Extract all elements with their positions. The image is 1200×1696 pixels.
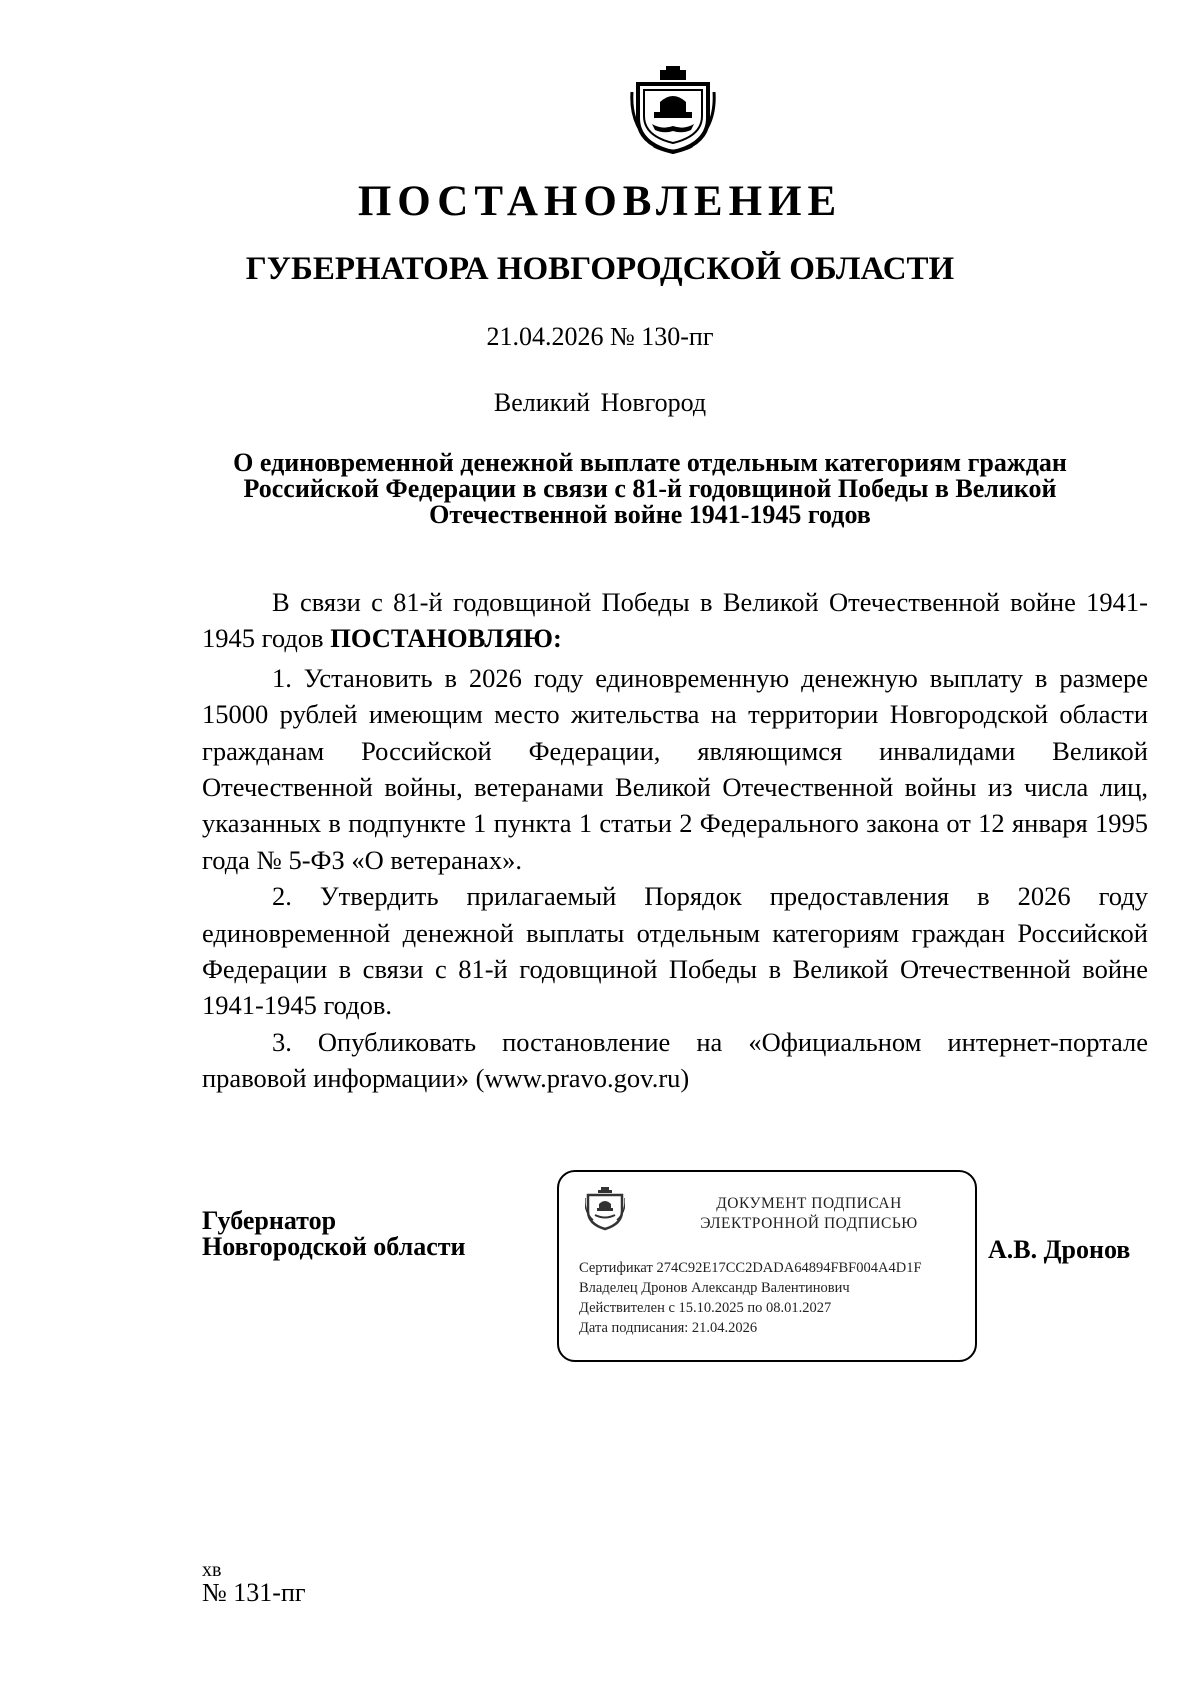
document-body bbox=[202, 584, 1148, 1097]
list-item: 3. Опубликовать постановление на «Официальном интернет-портале правовой информации» (www.pravo.gov.ru) bbox=[202, 1026, 1148, 1094]
stamp-certificate: Сертификат 274C92E17CC2DADA64894FBF004A4D1F bbox=[579, 1260, 922, 1276]
executor-initials: хв bbox=[202, 1559, 222, 1581]
coat-of-arms-icon bbox=[630, 62, 716, 156]
footer bbox=[202, 1560, 306, 1606]
stamp-header-line1: ДОКУМЕНТ ПОДПИСАН bbox=[716, 1195, 902, 1212]
issuer-subtitle: ГУБЕРНАТОРА НОВГОРОДСКОЙ ОБЛАСТИ bbox=[245, 251, 955, 287]
preamble-paragraph bbox=[202, 584, 1148, 657]
list-item: 2. Утвердить прилагаемый Порядок предоставления в 2026 году единовременной денежной выплаты отдельным категориям граждан Российской Федерации в связи с 81-й годовщиной Победы в Великой Отечественной войне 1941-1945 годов. bbox=[202, 881, 1148, 1021]
decree-word: ПОСТАНОВЛЯЮ: bbox=[330, 623, 562, 654]
stamp-signed-date: Дата подписания: 21.04.2026 bbox=[579, 1320, 758, 1336]
signer-name: А.В. Дронов bbox=[988, 1235, 1131, 1264]
stamp-owner: Владелец Дронов Александр Валентинович bbox=[579, 1280, 850, 1296]
preamble-text: В связи с 81-й годовщиной Победы в Великой Отечественной войне 1941-1945 годов bbox=[202, 587, 1148, 654]
stamp-validity: Действителен с 15.10.2025 по 08.01.2027 bbox=[579, 1300, 832, 1316]
registry-number: № 131-пг bbox=[202, 1578, 306, 1607]
stamp-header-line2: ЭЛЕКТРОННОЙ ПОДПИСЬЮ bbox=[700, 1215, 918, 1232]
city: Великий Новгород bbox=[493, 388, 707, 417]
electronic-signature-stamp bbox=[557, 1170, 977, 1362]
stamp-header bbox=[659, 1194, 959, 1234]
signatory-position-line1: Губернатор bbox=[202, 1206, 337, 1235]
signatory-position bbox=[202, 1208, 466, 1260]
stamp-details bbox=[579, 1258, 969, 1338]
signatory-position-line2: Новгородской области bbox=[202, 1232, 466, 1261]
stamp-coat-of-arms-icon bbox=[585, 1186, 625, 1232]
list-item: 1. Установить в 2026 году единовременную денежную выплату в размере 15000 рублей имеющим место жительства на территории Новгородской области гражданам Российской Федерации, являющимся инвалидами Великой Отечественной войны, ветеранами Великой Отечественной войны из числа лиц, указанных в подпункте 1 пункта 1 статьи 2 Федерального закона от 12 января 1995 года № 5-ФЗ «О ветеранах». bbox=[202, 662, 1148, 875]
page-title: ПОСТАНОВЛЕНИЕ bbox=[357, 178, 843, 225]
date-and-number: 21.04.2026 № 130-пг bbox=[486, 322, 714, 351]
document-heading: О единовременной денежной выплате отдельным категориям граждан Российской Федерации в связи с 81-й годовщиной Победы в Великой Отечественной войне 1941-1945 годов bbox=[233, 448, 1067, 529]
